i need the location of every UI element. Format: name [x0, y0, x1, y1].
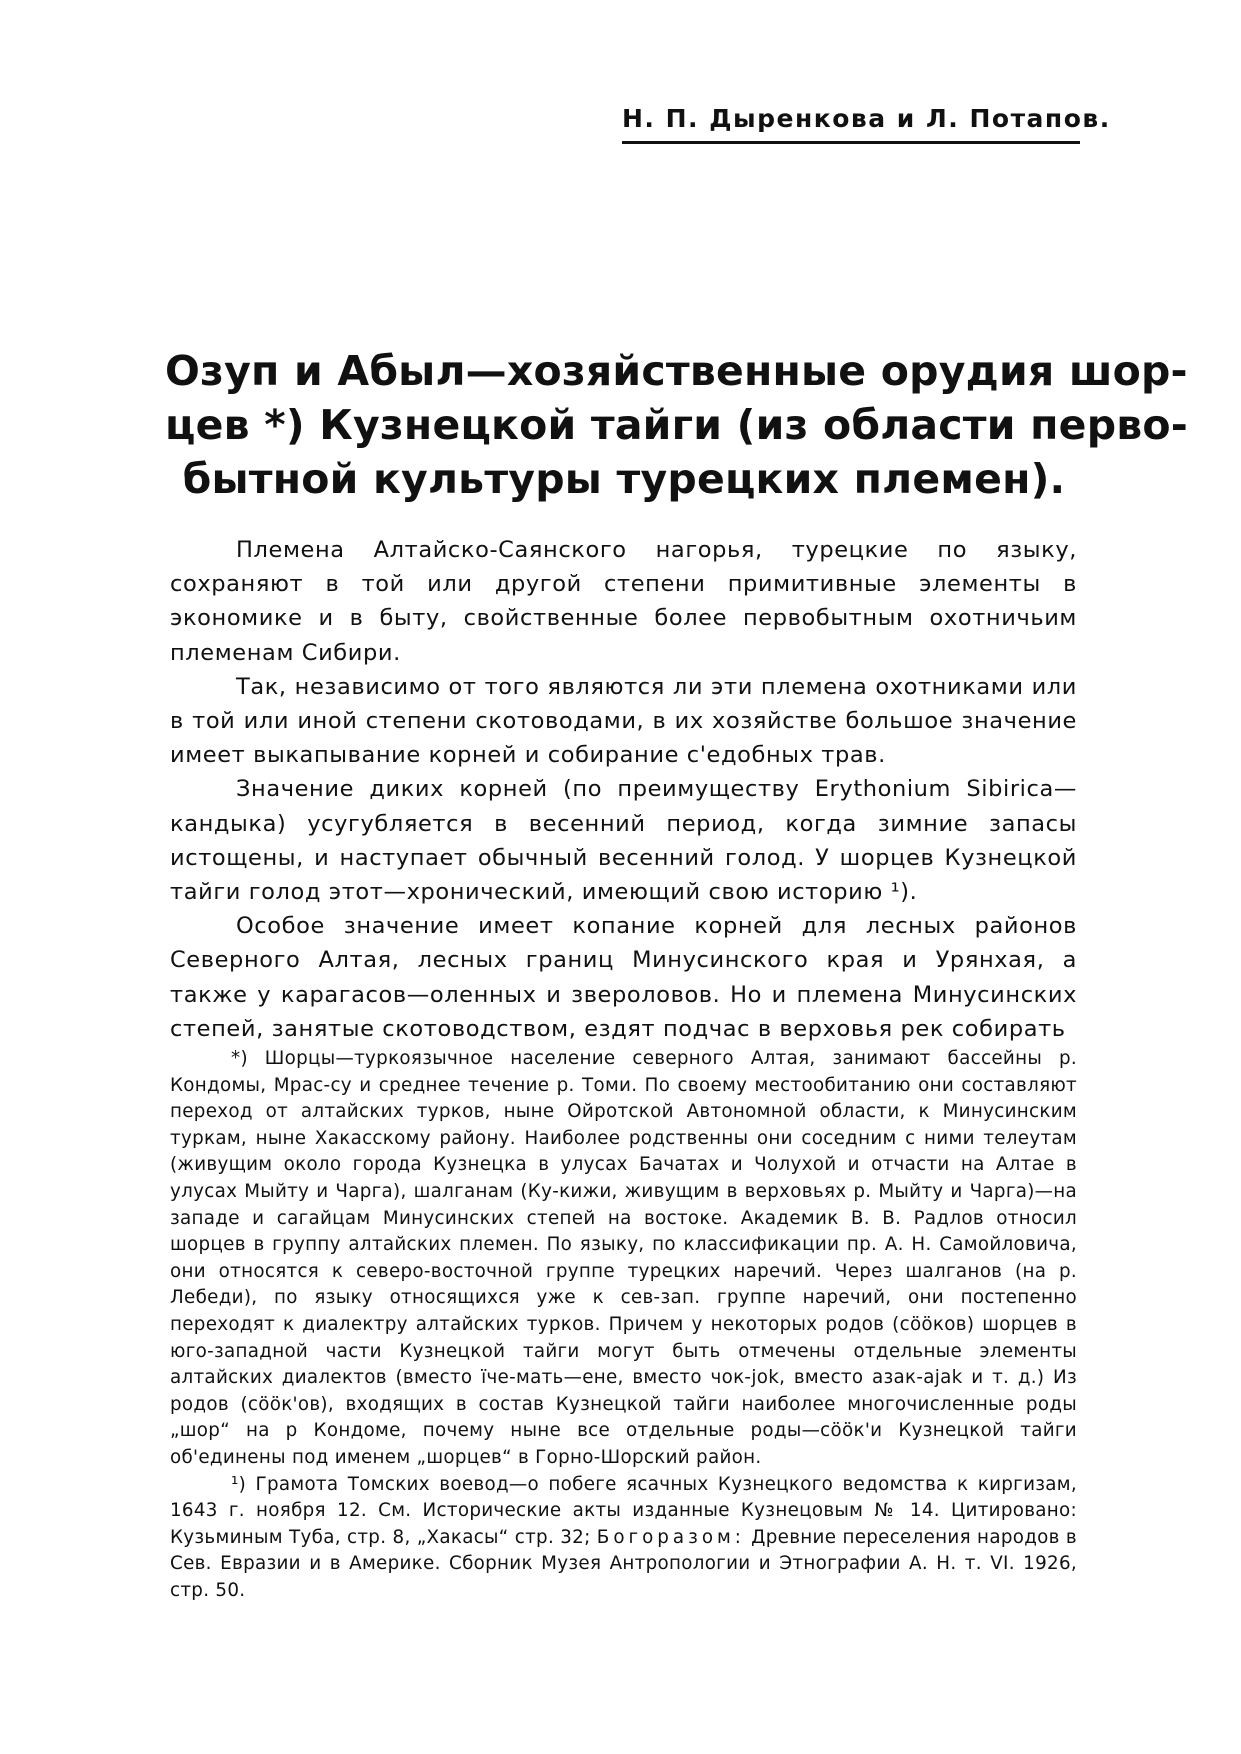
footnote-one: [170, 1472, 1077, 1605]
footnote-one-text-rest: Древние переселения народов в Сев. Евразии и в Америке. Сборник Музея Антропологии и Этнографии А. Н. т. VI. 1926, стр. 50.: [170, 1526, 1077, 1601]
body-paragraph: Так, независимо от того являются ли эти племена охотниками или в той или иной степени скотоводами, в их хозяйстве большое значение имеет выкапывание корней и собирание с'едобных трав.: [170, 673, 1077, 769]
footnote-star: *) Шорцы—туркоязычное население северного Алтая, занимают бассейны р. Кондомы, Мрас-су и среднее течение р. Томи. По своему местообитанию они составляют переход от алтайских турков, ныне Ойротской Автономной области, к Минусинским туркам, ныне Хакасскому району. Наиболее родственны они соседним с ними телеутам (живущим около города Кузнецка в улусах Бачатах и Чолухой и отчасти на Алтае в улусах Мыйту и Чарга), шалганам (Ку-кижи, живущим в верховьях р. Мыйту и Чарга)—на западе и сагайцам Минусинских степей на востоке. Академик В. В. Радлов относил шорцев в группу алтайских племен. По языку, по классификации пр. А. Н. Самойловича, они относятся к северо-восточной группе турецких наречий. Через шалганов (на р. Лебеди), по языку относящихся уже к сев-зап. группе наречий, они постепенно переходят к диалектру алтайских турков. Причем у некоторых родов (сööков) шорцев в юго-западной части Кузнецкой тайги могут быть отмечены отдельные элементы алтайских диалектов (вместо ïче-мать—ене, вместо чок-jok, вместо азак-ajak и т. д.) Из родов (сööк'ов), входящих в состав Кузнецкой тайги наиболее многочисленные роды „шор“ на р Кондоме, почему ныне все отдельные роды—сööк'и Кузнецкой тайги об'единены под именем „шорцев“ в Горно-Шорский район.: [170, 1048, 1077, 1468]
title-line: бытной культуры турецких племен).: [182, 455, 1066, 503]
body-paragraph: Племена Алтайско-Саянского нагорья, турецкие по языку, сохраняют в той или другой степени примитивные элементы в экономике и в быту, свойственные более первобытным охотничьим племенам Сибири.: [170, 537, 1077, 666]
footnote-one-text: ¹) Грамота Томских воевод—о побеге ясачных Кузнецкого ведомства к киргизам, 1643 г. ноября 12. См. Исторические акты изданные Кузнецовым № 14. Цитировано: Кузьминым Туба, стр. 8, „Хакасы“ стр. 32;: [170, 1473, 1077, 1548]
title-line: цев *) Кузнецкой тайги (из области перво-: [165, 401, 1188, 449]
title-line: Озуп и Абыл—хозяйственные орудия шор-: [165, 347, 1188, 395]
article-title: [165, 344, 1188, 506]
footnotes: [170, 1046, 1077, 1604]
authors-header: Н. П. Дыренкова и Л. Потапов.: [622, 104, 1080, 144]
body-paragraph: Особое значение имеет копание корней для лесных районов Северного Алтая, лесных границ Минусинского края и Урянхая, а также у карагасов—оленных и звероловов. Но и племена Минусинских степей, занятые скотоводством, ездят подчас в верховья рек собирать: [170, 913, 1077, 1042]
footnote-one-author: Богоразом:: [596, 1526, 745, 1548]
body-paragraph: Значение диких корней (по преимуществу Erythonium Sibirica—кандыка) усугубляется в весенний период, когда зимние запасы истощены, и наступает обычный весенний голод. У шорцев Кузнецкой тайги голод этот—хронический, имеющий свою историю ¹).: [170, 776, 1077, 906]
article-body: [170, 533, 1077, 1046]
